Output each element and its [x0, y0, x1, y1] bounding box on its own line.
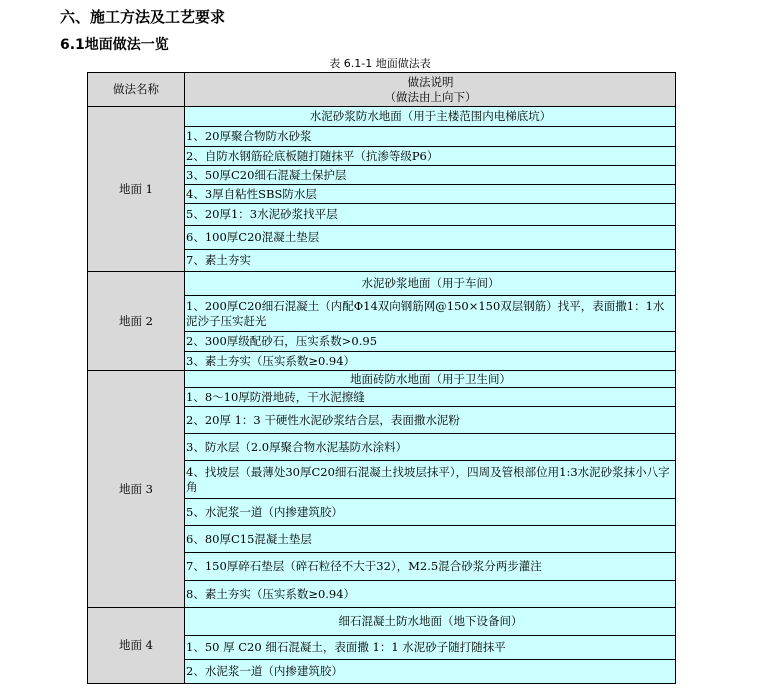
step-cell: 7、150厚碎石垫层（碎石粒径不大于32），M2.5混合砂浆分两步灌注: [185, 553, 676, 581]
header-method-name: 做法名称: [88, 73, 185, 107]
step-cell: 1、200厚C20细石混凝土（内配Φ14双向钢筋网@150×150双层钢筋）找平，表面撒1：1水泥沙子压实赶光: [185, 296, 676, 332]
table-row: [88, 107, 676, 127]
floor-method-table: [87, 72, 676, 684]
group-title: 细石混凝土防水地面（地下设备间）: [185, 608, 676, 636]
group-title: 水泥砂浆防水地面（用于主楼范围内电梯底坑）: [185, 107, 676, 127]
step-cell: 5、水泥浆一道（内掺建筑胶）: [185, 499, 676, 526]
group-name: 地面 3: [88, 371, 185, 608]
step-cell: 6、100厚C20混凝土垫层: [185, 226, 676, 250]
header-desc-line1: 做法说明: [407, 74, 454, 89]
group-name: 地面 2: [88, 272, 185, 371]
table-header-row: [88, 73, 676, 107]
header-method-desc: [185, 73, 676, 107]
step-cell: 2、300厚级配砂石，压实系数>0.95: [185, 332, 676, 352]
table-caption: 表 6.1-1 地面做法表: [329, 57, 431, 70]
table-row: [88, 272, 676, 296]
step-cell: 2、20厚 1：3 干硬性水泥砂浆结合层，表面撒水泥粉: [185, 407, 676, 434]
step-cell: 1、20厚聚合物防水砂浆: [185, 127, 676, 147]
header-desc-line2: （做法由上向下）: [384, 89, 477, 104]
step-cell: 3、50厚C20细石混凝土保护层: [185, 166, 676, 185]
step-cell: 1、50 厚 C20 细石混凝土，表面撒 1：1 水泥砂子随打随抹平: [185, 636, 676, 660]
group-name: 地面 1: [88, 107, 185, 272]
step-cell: 3、防水层（2.0厚聚合物水泥基防水涂料）: [185, 434, 676, 461]
group-title: 地面砖防水地面（用于卫生间）: [185, 371, 676, 388]
table-row: [88, 371, 676, 388]
step-cell: 4、找坡层（最薄处30厚C20细石混凝土找坡层抹平），四周及管根部位用1:3水泥砂浆抹小八字角: [185, 461, 676, 499]
step-cell: 4、3厚自粘性SBS防水层: [185, 185, 676, 204]
step-cell: 2、自防水钢筋砼底板随打随抹平（抗渗等级P6）: [185, 147, 676, 166]
step-cell: 6、80厚C15混凝土垫层: [185, 526, 676, 553]
step-cell: 3、素土夯实（压实系数≥0.94）: [185, 352, 676, 371]
section-heading: 六、施工方法及工艺要求: [60, 8, 226, 26]
table-row: [88, 608, 676, 636]
step-cell: 8、素土夯实（压实系数≥0.94）: [185, 581, 676, 608]
step-cell: 2、水泥浆一道（内掺建筑胶）: [185, 660, 676, 684]
subsection-heading: 6.1地面做法一览: [60, 37, 169, 53]
step-cell: 1、8～10厚防滑地砖，干水泥擦缝: [185, 388, 676, 407]
step-cell: 7、素土夯实: [185, 250, 676, 272]
step-cell: 5、20厚1：3水泥砂浆找平层: [185, 204, 676, 226]
group-title: 水泥砂浆地面（用于车间）: [185, 272, 676, 296]
group-name: 地面 4: [88, 608, 185, 684]
